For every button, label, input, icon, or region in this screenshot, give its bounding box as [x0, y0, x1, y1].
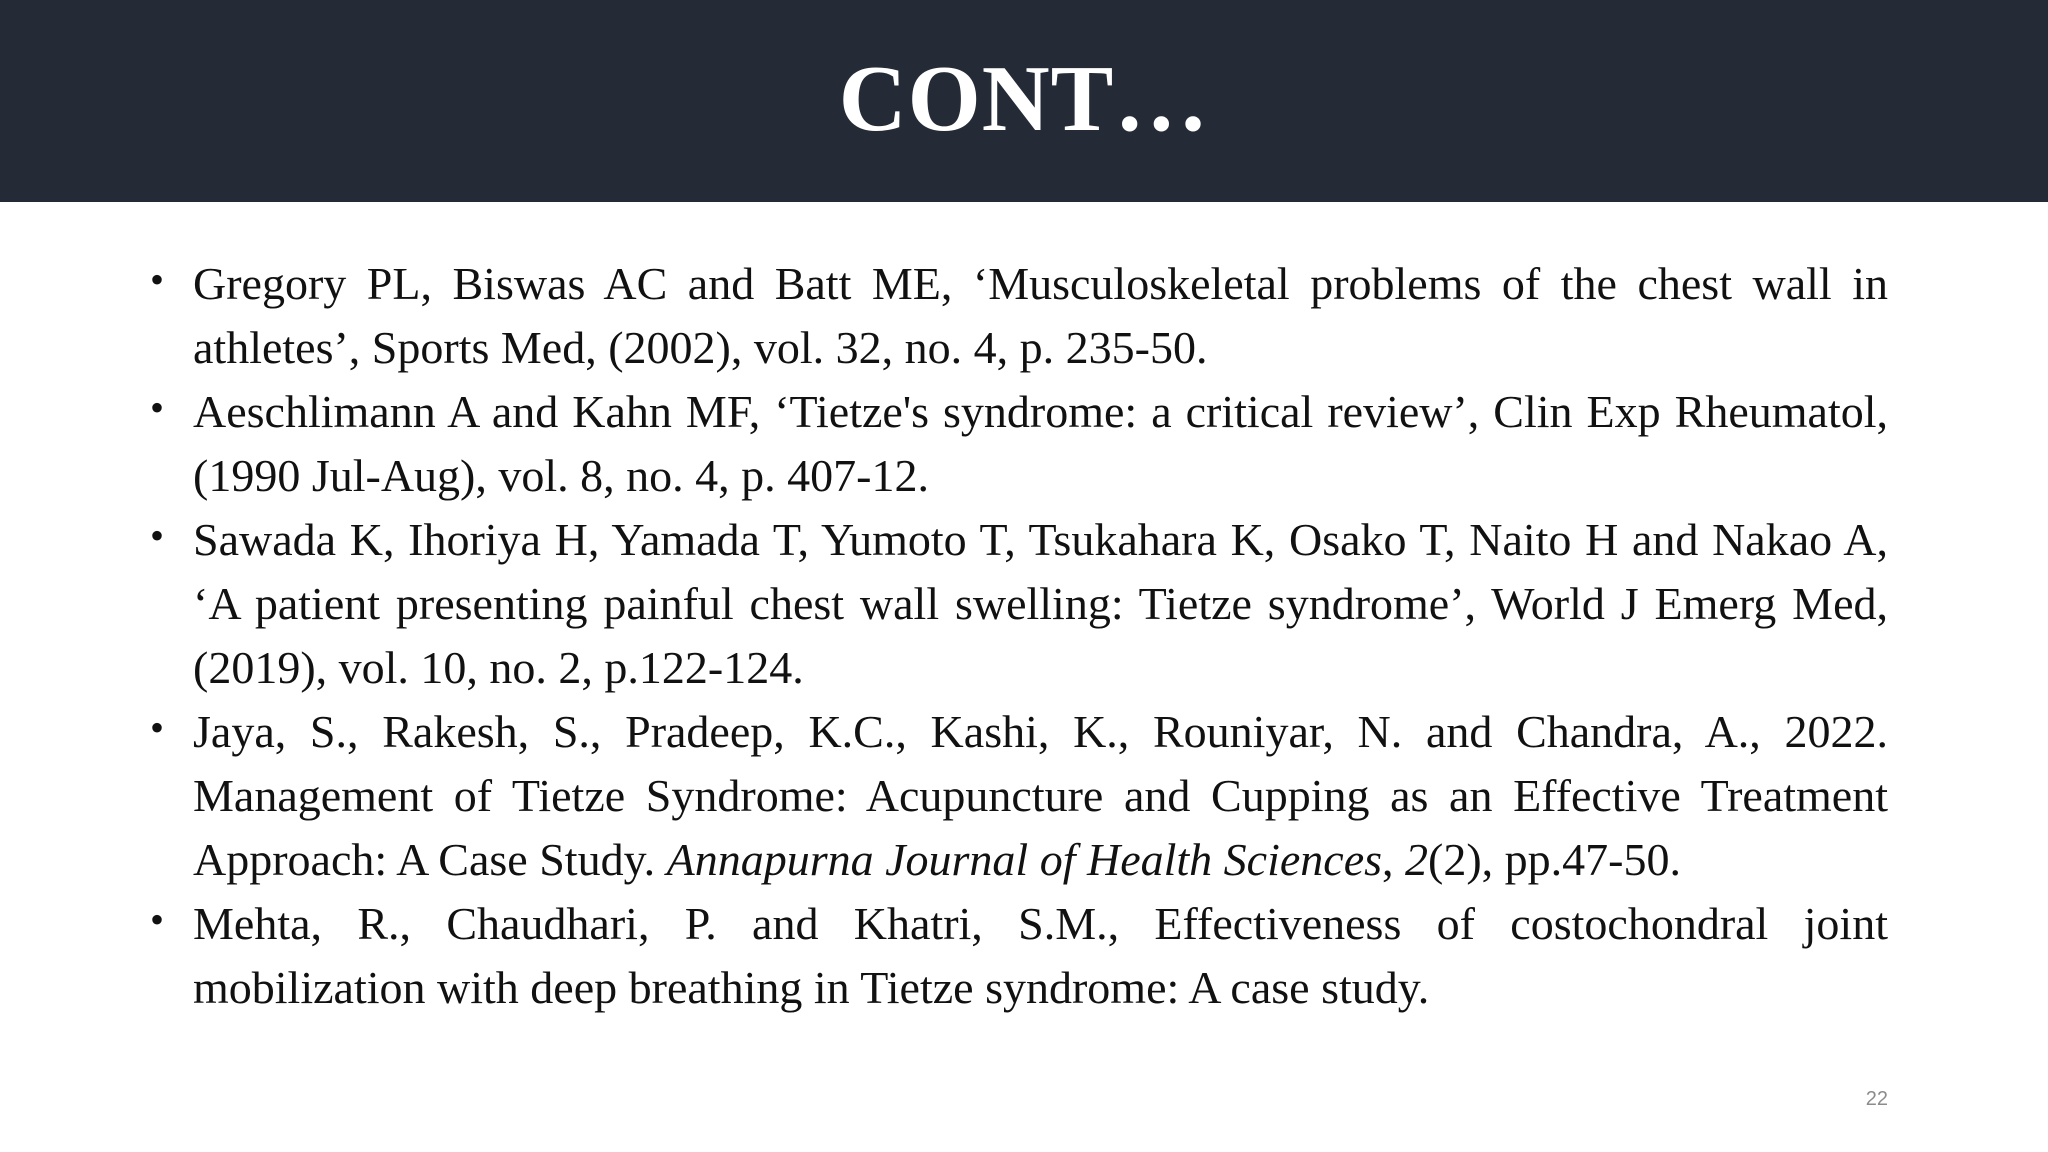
- reference-text: Gregory PL, Biswas AC and Batt ME, ‘Musculoskeletal problems of the chest wall in athletes’, Sports Med, (2002), vol. 32, no. 4, p. 235-50.: [193, 258, 1888, 373]
- bullet-icon: •: [150, 705, 165, 750]
- bullet-icon: •: [150, 257, 165, 302]
- bullet-icon: •: [150, 513, 165, 558]
- page-number: 22: [1865, 1088, 1888, 1110]
- reference-item: [150, 380, 1888, 508]
- journal-title: Annapurna Journal of Health Sciences: [666, 834, 1383, 885]
- reference-text: Mehta, R., Chaudhari, P. and Khatri, S.M., Effectiveness of costochondral joint mobilization with deep breathing in Tietze syndrome: A case study.: [193, 898, 1888, 1013]
- bullet-icon: •: [150, 385, 165, 430]
- reference-item: [150, 700, 1888, 892]
- slide-title: CONT…: [838, 47, 1210, 151]
- journal-volume: 2: [1405, 834, 1429, 885]
- reference-text-before: Jaya, S., Rakesh, S., Pradeep, K.C., Kashi, K., Rouniyar, N. and Chandra, A., 2022. Management of Tietze Syndrome: Acupuncture and Cupping as an Effective Treatment Approach: A Case Study.: [193, 706, 1888, 885]
- reference-text: Sawada K, Ihoriya H, Yamada T, Yumoto T, Tsukahara K, Osako T, Naito H and Nakao A, ‘A patient presenting painful chest wall swelling: Tietze syndrome’, World J Emerg Med, (2019), vol. 10, no. 2, p.122-124.: [193, 514, 1888, 693]
- reference-item: [150, 252, 1888, 380]
- reference-item: [150, 508, 1888, 700]
- bullet-icon: •: [150, 897, 165, 942]
- reference-list: [150, 252, 1888, 1020]
- title-bar: [0, 0, 2048, 202]
- reference-separator: ,: [1382, 834, 1406, 885]
- reference-text-after: (2), pp.47-50.: [1428, 834, 1681, 885]
- reference-item: [150, 892, 1888, 1020]
- reference-text: [193, 706, 1888, 885]
- reference-text: Aeschlimann A and Kahn MF, ‘Tietze's syndrome: a critical review’, Clin Exp Rheumatol, (1990 Jul-Aug), vol. 8, no. 4, p. 407-12.: [193, 386, 1888, 501]
